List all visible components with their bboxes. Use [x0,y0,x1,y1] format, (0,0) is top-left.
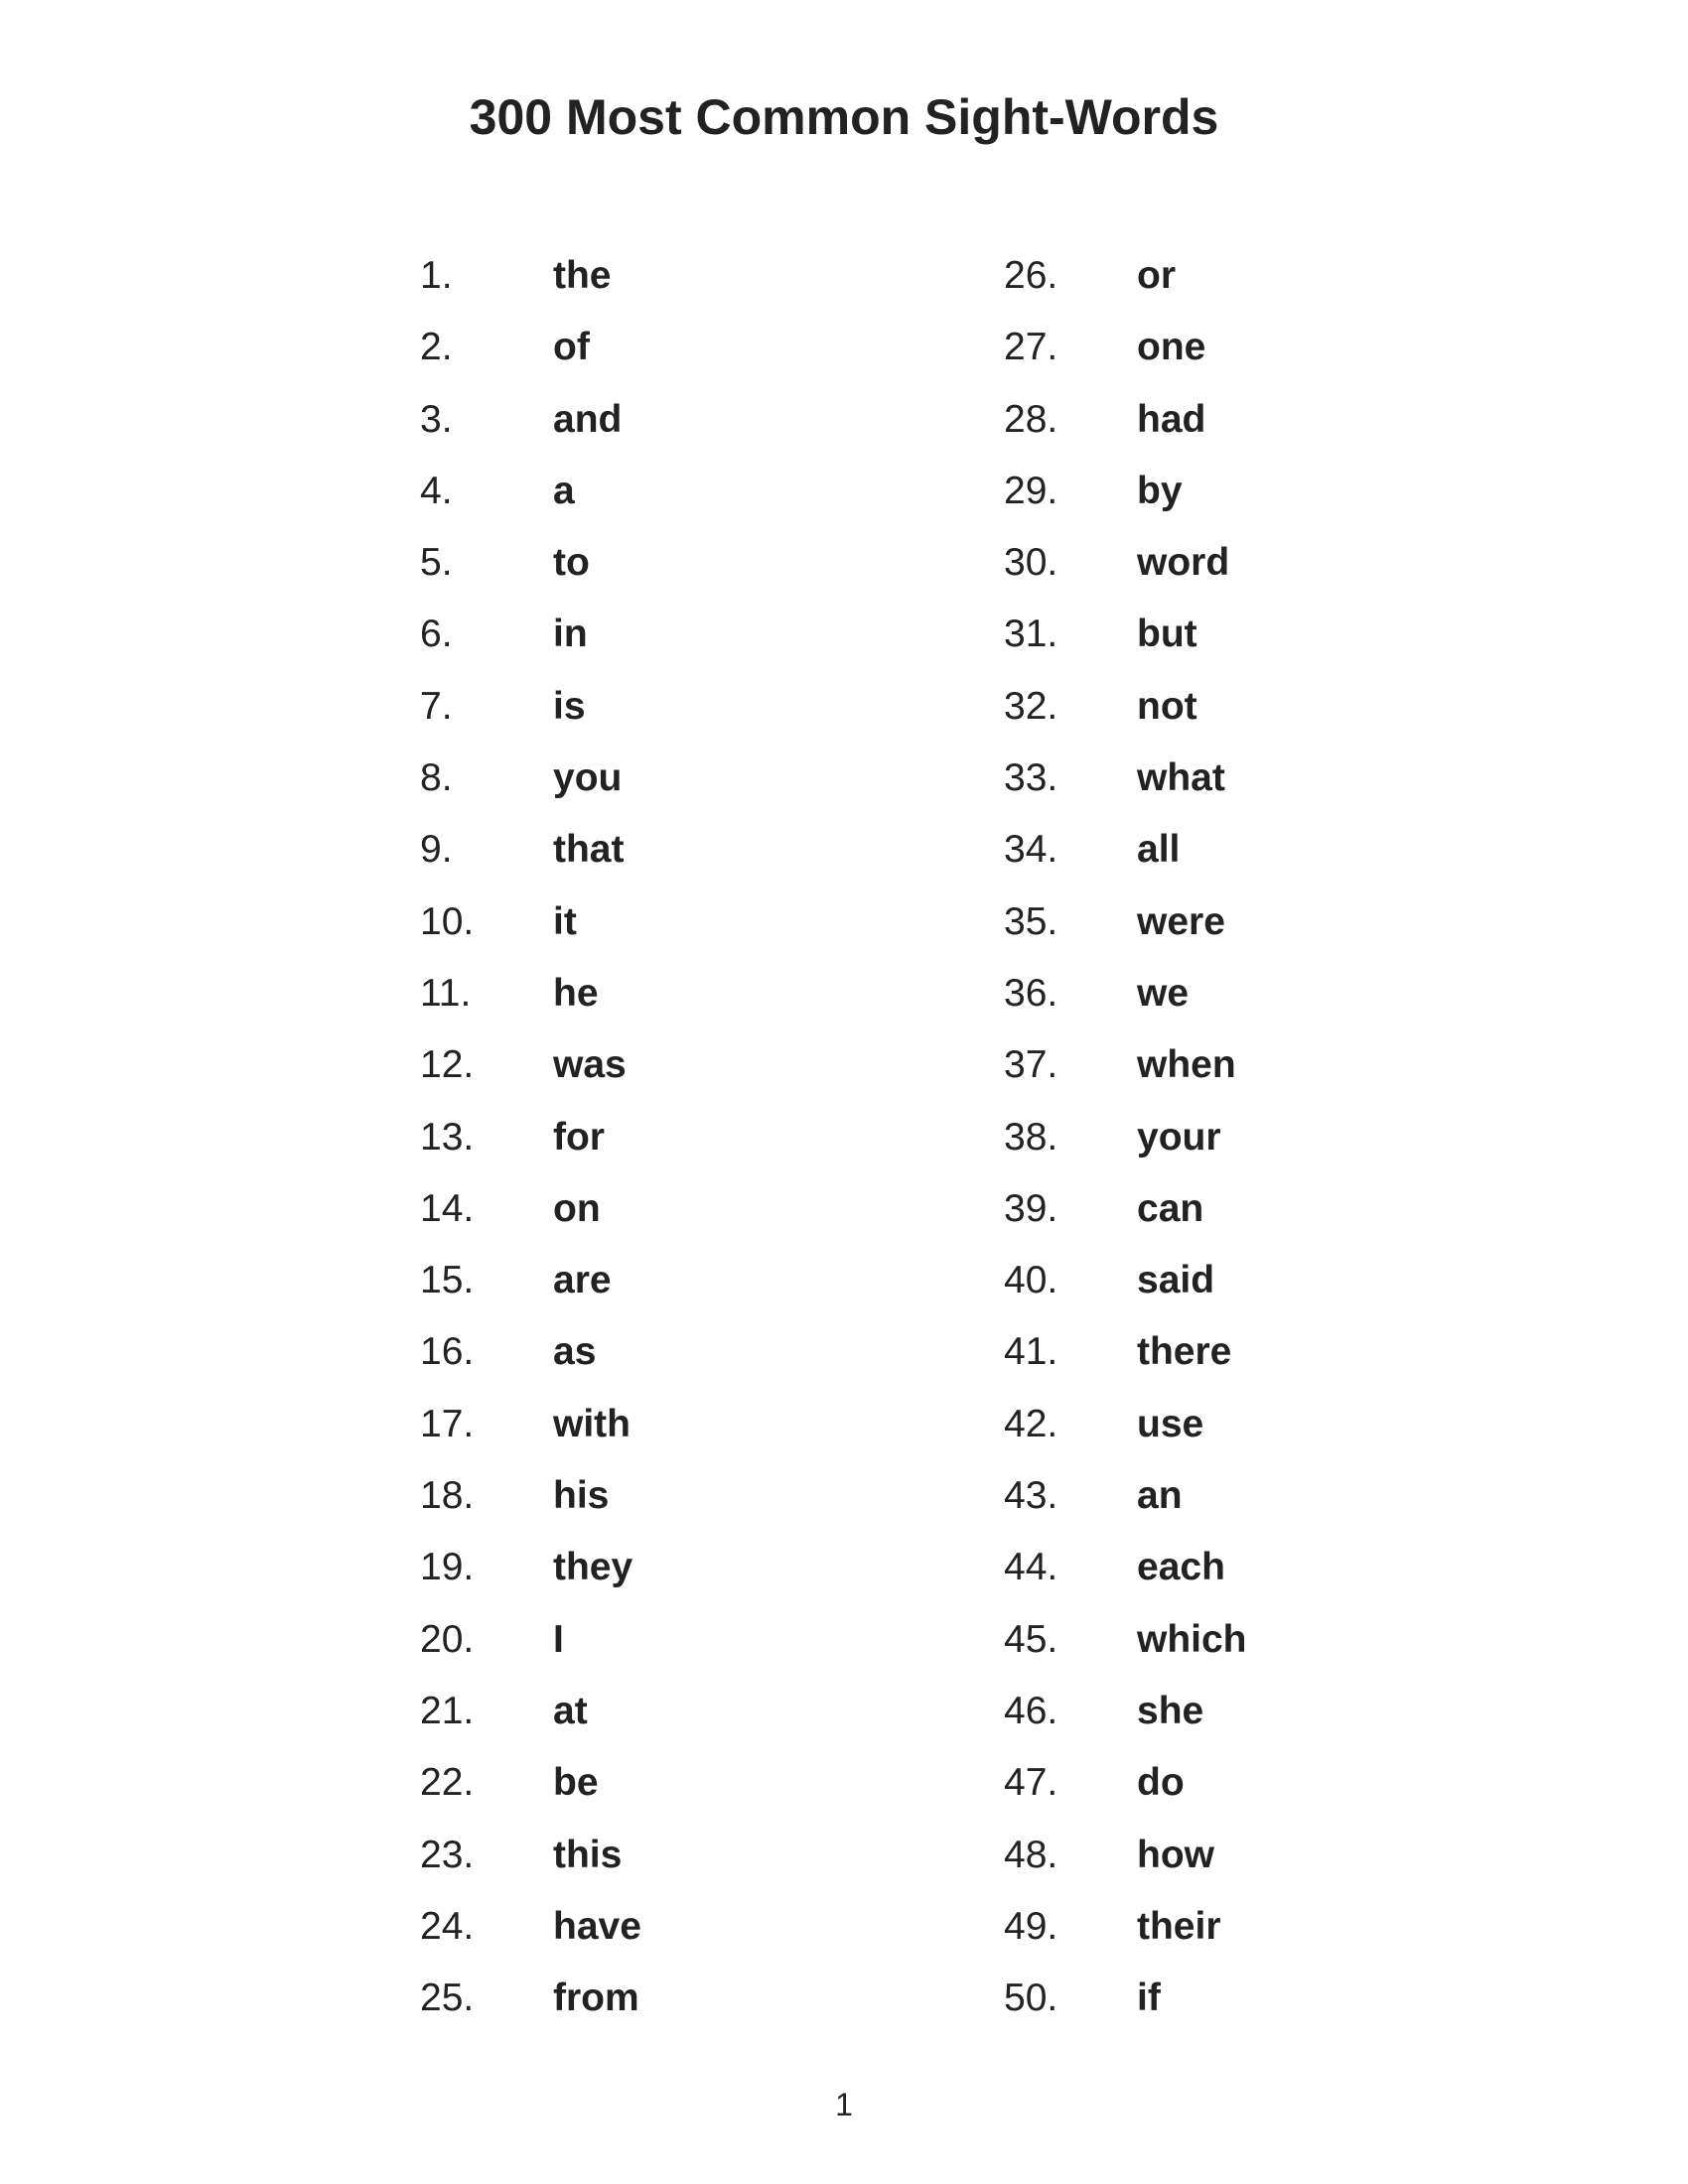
word-list-item [1004,605,1520,676]
word-list-item [1004,390,1520,462]
word-number: 8. [420,756,453,800]
word-number: 24. [420,1904,475,1948]
sight-word: in [553,613,588,656]
sight-word: but [1137,613,1197,656]
sight-word: your [1137,1115,1221,1159]
word-number: 16. [420,1330,475,1374]
word-number: 45. [1004,1617,1058,1661]
word-list-item [1004,1682,1520,1753]
sight-word: word [1137,541,1230,585]
word-number: 35. [1004,899,1058,943]
word-number: 41. [1004,1330,1058,1374]
word-list-item [420,1538,936,1609]
word-list-item [1004,749,1520,820]
word-list-item [1004,892,1520,964]
word-list-item [1004,462,1520,533]
sight-word: and [553,397,623,441]
word-list-item [420,1035,936,1107]
sight-word: on [553,1186,601,1230]
word-list-item [420,1897,936,1969]
word-list-item [1004,318,1520,389]
word-number: 46. [1004,1689,1058,1732]
word-number: 21. [420,1689,475,1732]
word-number: 14. [420,1186,475,1230]
word-list-item [420,820,936,891]
word-number: 26. [1004,254,1058,297]
word-number: 37. [1004,1043,1058,1087]
sight-word: use [1137,1402,1204,1445]
word-list-item [420,1682,936,1753]
sight-word: a [553,469,575,512]
word-list-right-column [1004,246,1520,2040]
word-number: 7. [420,684,453,728]
word-list-item [420,1322,936,1394]
word-number: 10. [420,899,475,943]
word-list-item [1004,677,1520,749]
sight-word: or [1137,254,1176,297]
sight-word: their [1137,1904,1221,1948]
word-number: 32. [1004,684,1058,728]
word-list-item [1004,964,1520,1035]
sight-word: there [1137,1330,1232,1374]
word-number: 15. [420,1259,475,1302]
word-list-item [420,1179,936,1251]
word-list-item [1004,533,1520,605]
word-number: 12. [420,1043,475,1087]
sight-word: that [553,828,625,872]
word-number: 23. [420,1833,475,1876]
sight-word: do [1137,1761,1185,1805]
word-list-item [420,605,936,676]
word-list-item [1004,1322,1520,1394]
word-list-item [1004,1610,1520,1682]
page-number: 1 [835,2087,853,2122]
word-number: 4. [420,469,453,512]
word-list-item [420,246,936,318]
sight-word: of [553,326,590,369]
word-number: 11. [420,971,472,1015]
word-number: 48. [1004,1833,1058,1876]
word-list-item [1004,1035,1520,1107]
word-list-left-column [420,246,936,2040]
word-number: 49. [1004,1904,1058,1948]
word-number: 29. [1004,469,1058,512]
sight-word: an [1137,1474,1183,1518]
word-number: 3. [420,397,453,441]
word-number: 6. [420,613,453,656]
word-list-item [420,462,936,533]
sight-word: had [1137,397,1206,441]
word-list-item [420,1753,936,1825]
word-number: 31. [1004,613,1058,656]
sight-word: is [553,684,586,728]
word-number: 33. [1004,756,1058,800]
word-list-item [1004,1179,1520,1251]
word-list-item [1004,1108,1520,1179]
word-list-item [420,749,936,820]
word-list-item [420,964,936,1035]
sight-word: for [553,1115,605,1159]
word-number: 44. [1004,1546,1058,1589]
word-list-item [420,1466,936,1538]
word-list-item [1004,1251,1520,1322]
word-list-item [420,390,936,462]
sight-word: when [1137,1043,1236,1087]
word-number: 39. [1004,1186,1058,1230]
sight-word: what [1137,756,1225,800]
word-list-item [420,1395,936,1466]
word-number: 28. [1004,397,1058,441]
word-number: 22. [420,1761,475,1805]
word-number: 20. [420,1617,475,1661]
sight-word: with [553,1402,631,1445]
word-list-item [1004,1395,1520,1466]
sight-word: can [1137,1186,1204,1230]
word-number: 43. [1004,1474,1058,1518]
sight-word: his [553,1474,610,1518]
sight-word: we [1137,971,1190,1015]
word-list-item [1004,1753,1520,1825]
word-list-item [1004,1897,1520,1969]
sight-word: which [1137,1617,1247,1661]
sight-word: the [553,254,612,297]
sight-word: were [1137,899,1225,943]
sight-word: not [1137,684,1197,728]
word-list-item [420,533,936,605]
sight-word: from [553,1977,639,2020]
word-number: 1. [420,254,453,297]
sight-word: all [1137,828,1181,872]
word-list-item [420,1826,936,1897]
word-number: 30. [1004,541,1058,585]
word-list-item [1004,1969,1520,2040]
word-number: 42. [1004,1402,1058,1445]
sight-word: it [553,899,577,943]
sight-word: was [553,1043,627,1087]
word-number: 34. [1004,828,1058,872]
word-list-item [420,1969,936,2040]
sight-word: as [553,1330,597,1374]
word-list-item [420,1251,936,1322]
sight-word: she [1137,1689,1204,1732]
sight-word: be [553,1761,599,1805]
word-list-item [1004,1538,1520,1609]
word-list-item [420,1108,936,1179]
word-list-item [420,1610,936,1682]
word-list-item [420,677,936,749]
sight-word: how [1137,1833,1214,1876]
sight-word: if [1137,1977,1161,2020]
sight-word: they [553,1546,633,1589]
word-list-item [1004,1466,1520,1538]
sight-word: are [553,1259,612,1302]
sight-word: said [1137,1259,1215,1302]
word-list-item [1004,246,1520,318]
word-number: 13. [420,1115,475,1159]
sight-word: he [553,971,599,1015]
word-number: 17. [420,1402,475,1445]
word-number: 19. [420,1546,475,1589]
word-number: 27. [1004,326,1058,369]
word-list-item [1004,820,1520,891]
word-number: 9. [420,828,453,872]
word-number: 50. [1004,1977,1058,2020]
sight-word: by [1137,469,1183,512]
word-number: 2. [420,326,453,369]
word-number: 36. [1004,971,1058,1015]
word-number: 40. [1004,1259,1058,1302]
word-number: 38. [1004,1115,1058,1159]
sight-word: I [553,1617,564,1661]
word-list-item [420,318,936,389]
word-number: 5. [420,541,453,585]
word-number: 25. [420,1977,475,2020]
page-title: 300 Most Common Sight-Words [469,89,1219,145]
word-number: 18. [420,1474,475,1518]
sight-word: have [553,1904,641,1948]
sight-word: this [553,1833,623,1876]
word-number: 47. [1004,1761,1058,1805]
word-list-item [1004,1826,1520,1897]
sight-word: to [553,541,590,585]
sight-word: each [1137,1546,1225,1589]
word-list-item [420,892,936,964]
sight-word: one [1137,326,1206,369]
sight-word: you [553,756,623,800]
sight-word: at [553,1689,588,1732]
